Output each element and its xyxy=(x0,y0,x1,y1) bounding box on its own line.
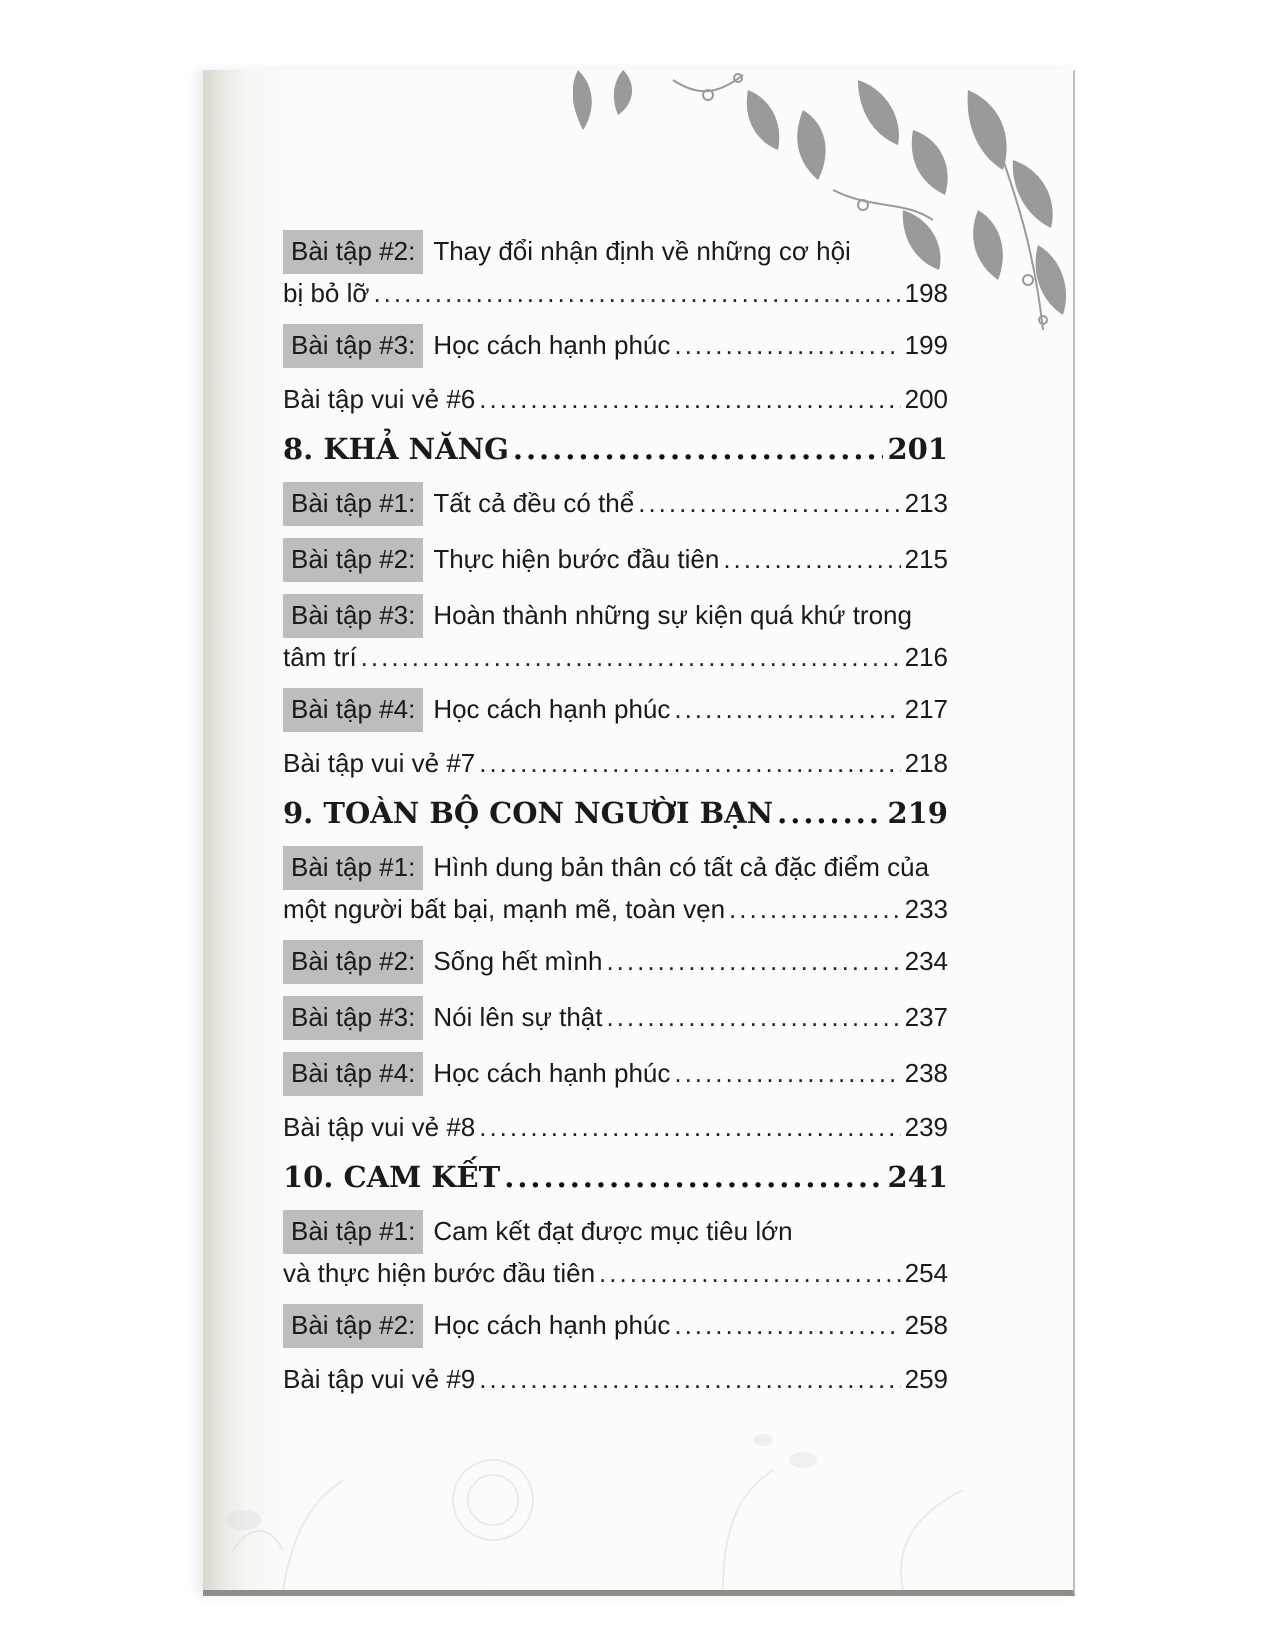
entry-title-line1: Cam kết đạt được mục tiêu lớn xyxy=(433,1216,793,1246)
page-number: 237 xyxy=(904,1002,948,1032)
entry-title-line2: bị bỏ lỡ xyxy=(283,278,370,308)
exercise-tag: Bài tập #2: xyxy=(283,940,423,984)
page-number: 215 xyxy=(904,544,948,574)
toc-entry-fun-exercise-9[interactable] xyxy=(283,1360,948,1398)
toc-entry-exercise-3-learn-happiness[interactable] xyxy=(283,324,948,368)
toc-entry-exercise-2-live-fully[interactable] xyxy=(283,940,948,984)
toc-chapter-9[interactable] xyxy=(283,794,948,832)
leader-dots xyxy=(513,430,884,468)
toc-entry-exercise-2-missed-opportunities[interactable] xyxy=(283,230,948,312)
leader-dots xyxy=(479,744,900,782)
exercise-tag: Bài tập #2: xyxy=(283,230,423,274)
page-number: 239 xyxy=(904,1112,948,1142)
toc-chapter-10[interactable] xyxy=(283,1158,948,1196)
page-number: 259 xyxy=(904,1364,948,1394)
entry-title-line1: Hoàn thành những sự kiện quá khứ trong xyxy=(433,600,912,630)
leader-dots xyxy=(504,1158,883,1196)
page-number: 198 xyxy=(904,278,948,308)
page-number: 200 xyxy=(904,384,948,414)
leader-dots xyxy=(606,942,900,980)
floral-bottom-decoration-icon xyxy=(203,1400,1073,1590)
book-page xyxy=(203,70,1075,1596)
toc-entry-exercise-4-learn-happiness[interactable] xyxy=(283,688,948,732)
page-number: 254 xyxy=(904,1258,948,1288)
chapter-title: 9. TOÀN BỘ CON NGƯỜI BẠN xyxy=(283,796,774,830)
entry-title-line2: một người bất bại, mạnh mẽ, toàn vẹn xyxy=(283,894,726,924)
page-number: 238 xyxy=(904,1058,948,1088)
exercise-tag: Bài tập #2: xyxy=(283,1304,423,1348)
page-number: 234 xyxy=(904,946,948,976)
table-of-contents xyxy=(283,230,948,1410)
exercise-tag: Bài tập #3: xyxy=(283,324,423,368)
entry-title: Học cách hạnh phúc xyxy=(433,1310,671,1340)
leader-dots xyxy=(361,638,901,676)
leader-dots xyxy=(674,690,900,728)
leader-dots xyxy=(723,540,900,578)
toc-entry-exercise-4-learn-happiness-ch9[interactable] xyxy=(283,1052,948,1096)
entry-title-line2: và thực hiện bước đầu tiên xyxy=(283,1258,596,1288)
exercise-tag: Bài tập #1: xyxy=(283,1210,423,1254)
entry-title-line2: tâm trí xyxy=(283,642,357,672)
leader-dots xyxy=(674,1054,900,1092)
leader-dots xyxy=(638,484,900,522)
leader-dots xyxy=(674,326,900,364)
toc-entry-fun-exercise-6[interactable] xyxy=(283,380,948,418)
leader-dots xyxy=(674,1306,900,1344)
entry-title: Học cách hạnh phúc xyxy=(433,694,671,724)
leader-dots xyxy=(479,1360,900,1398)
toc-entry-exercise-1-commit-big-goal[interactable] xyxy=(283,1210,948,1292)
page-number: 258 xyxy=(904,1310,948,1340)
toc-entry-exercise-2-first-step[interactable] xyxy=(283,538,948,582)
entry-title-line1: Thay đổi nhận định về những cơ hội xyxy=(433,236,851,266)
entry-title: Bài tập vui vẻ #9 xyxy=(283,1364,476,1394)
leader-dots xyxy=(729,890,901,928)
toc-entry-exercise-3-speak-truth[interactable] xyxy=(283,996,948,1040)
exercise-tag: Bài tập #1: xyxy=(283,846,423,890)
entry-title: Học cách hạnh phúc xyxy=(433,1058,671,1088)
entry-title: Bài tập vui vẻ #6 xyxy=(283,384,476,414)
toc-entry-exercise-1-everything-possible[interactable] xyxy=(283,482,948,526)
entry-title: Nói lên sự thật xyxy=(433,1002,603,1032)
page-number: 241 xyxy=(887,1160,948,1194)
exercise-tag: Bài tập #2: xyxy=(283,538,423,582)
leader-dots xyxy=(777,794,883,832)
toc-entry-fun-exercise-8[interactable] xyxy=(283,1108,948,1146)
exercise-tag: Bài tập #1: xyxy=(283,482,423,526)
chapter-title: 8. KHẢ NĂNG xyxy=(283,432,509,466)
leader-dots xyxy=(479,380,900,418)
entry-title: Bài tập vui vẻ #7 xyxy=(283,748,476,778)
leader-dots xyxy=(599,1254,901,1292)
exercise-tag: Bài tập #3: xyxy=(283,594,423,638)
leader-dots xyxy=(479,1108,900,1146)
entry-title-line1: Hình dung bản thân có tất cả đặc điểm của xyxy=(433,852,930,882)
page-number: 213 xyxy=(904,488,948,518)
page-number: 216 xyxy=(904,642,948,672)
toc-entry-exercise-2-learn-happiness-ch10[interactable] xyxy=(283,1304,948,1348)
exercise-tag: Bài tập #3: xyxy=(283,996,423,1040)
entry-title: Bài tập vui vẻ #8 xyxy=(283,1112,476,1142)
leader-dots xyxy=(373,274,900,312)
toc-entry-exercise-3-complete-past-events[interactable] xyxy=(283,594,948,676)
entry-title: Học cách hạnh phúc xyxy=(433,330,671,360)
entry-title: Thực hiện bước đầu tiên xyxy=(433,544,720,574)
toc-chapter-8[interactable] xyxy=(283,430,948,468)
page-number: 218 xyxy=(904,748,948,778)
leader-dots xyxy=(606,998,900,1036)
page-number: 233 xyxy=(904,894,948,924)
page-number: 199 xyxy=(904,330,948,360)
exercise-tag: Bài tập #4: xyxy=(283,688,423,732)
page-number: 219 xyxy=(887,796,948,830)
entry-title: Tất cả đều có thể xyxy=(433,488,635,518)
toc-entry-fun-exercise-7[interactable] xyxy=(283,744,948,782)
toc-entry-exercise-1-visualize-self[interactable] xyxy=(283,846,948,928)
exercise-tag: Bài tập #4: xyxy=(283,1052,423,1096)
page-number: 217 xyxy=(904,694,948,724)
entry-title: Sống hết mình xyxy=(433,946,603,976)
page-number: 201 xyxy=(887,432,948,466)
chapter-title: 10. CAM KẾT xyxy=(283,1160,501,1194)
